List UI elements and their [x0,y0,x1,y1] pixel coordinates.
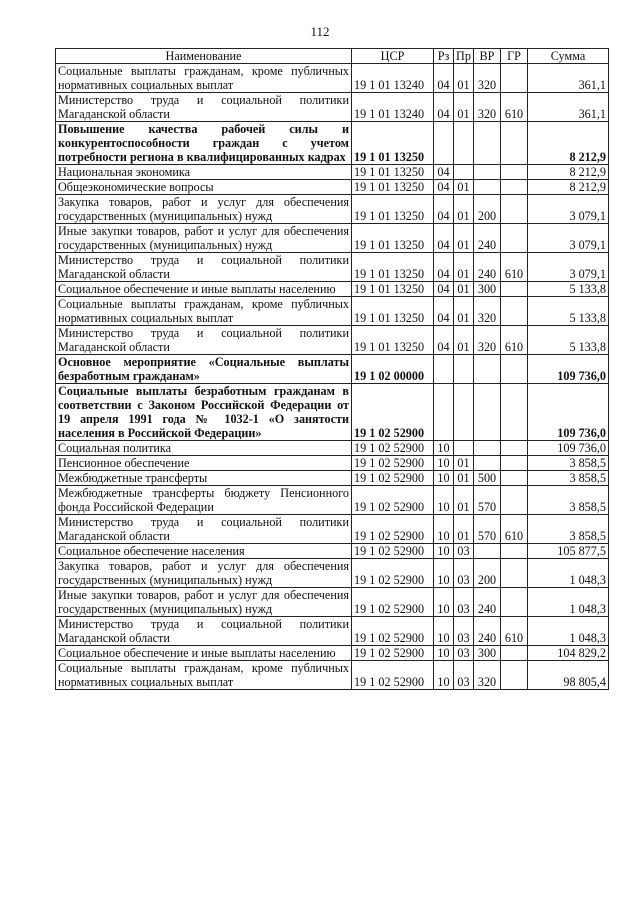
cell-rz: 04 [434,165,454,180]
cell-sum: 1 048,3 [528,588,609,617]
cell-name: Пенсионное обеспечение [56,456,352,471]
cell-gr [501,471,528,486]
cell-sum: 109 736,0 [528,441,609,456]
cell-sum: 3 858,5 [528,515,609,544]
cell-gr [501,486,528,515]
cell-rz: 04 [434,180,454,195]
cell-rz [434,384,454,441]
cell-sum: 1 048,3 [528,559,609,588]
cell-vr: 240 [474,224,501,253]
cell-sum: 8 212,9 [528,122,609,165]
cell-gr [501,646,528,661]
table-row [56,297,609,326]
table-row [56,165,609,180]
cell-csr: 19 1 01 13250 [352,165,434,180]
cell-csr: 19 1 01 13250 [352,326,434,355]
cell-pr: 03 [454,646,474,661]
cell-sum: 109 736,0 [528,384,609,441]
cell-gr [501,224,528,253]
cell-pr: 03 [454,588,474,617]
cell-vr [474,544,501,559]
cell-vr: 240 [474,253,501,282]
cell-csr: 19 1 02 52900 [352,588,434,617]
cell-pr: 01 [454,471,474,486]
cell-csr: 19 1 01 13250 [352,253,434,282]
cell-rz: 10 [434,588,454,617]
table-row [56,224,609,253]
cell-name: Социальное обеспечение и иные выплаты населению [56,282,352,297]
cell-name: Повышение качества рабочей силы и конкурентоспособности граждан с учетом потребности региона в квалифицированных кадрах [56,122,352,165]
header-gr: ГР [501,49,528,64]
cell-name: Министерство труда и социальной политики Магаданской области [56,515,352,544]
cell-gr [501,384,528,441]
cell-rz [434,122,454,165]
cell-rz: 04 [434,93,454,122]
cell-name: Национальная экономика [56,165,352,180]
cell-name: Социальное обеспечение и иные выплаты населению [56,646,352,661]
cell-pr: 01 [454,515,474,544]
table-row [56,456,609,471]
cell-gr [501,64,528,93]
cell-vr [474,165,501,180]
header-sum: Сумма [528,49,609,64]
cell-vr: 320 [474,661,501,690]
cell-gr [501,297,528,326]
cell-vr [474,180,501,195]
cell-pr: 01 [454,253,474,282]
cell-rz: 10 [434,646,454,661]
cell-vr [474,456,501,471]
budget-table [55,48,609,690]
cell-vr: 300 [474,646,501,661]
cell-pr: 01 [454,195,474,224]
cell-sum: 3 079,1 [528,195,609,224]
cell-rz: 10 [434,441,454,456]
cell-name: Межбюджетные трансферты [56,471,352,486]
cell-name: Иные закупки товаров, работ и услуг для обеспечения государственных (муниципальных) нужд [56,224,352,253]
header-rz: Рз [434,49,454,64]
cell-csr: 19 1 01 13250 [352,195,434,224]
cell-gr: 610 [501,617,528,646]
cell-gr: 610 [501,93,528,122]
cell-name: Общеэкономические вопросы [56,180,352,195]
table-row [56,122,609,165]
cell-csr: 19 1 02 52900 [352,617,434,646]
table-body [56,64,609,690]
cell-csr: 19 1 01 13250 [352,297,434,326]
cell-vr [474,384,501,441]
cell-vr: 570 [474,486,501,515]
table-row [56,384,609,441]
cell-csr: 19 1 02 52900 [352,646,434,661]
cell-rz: 10 [434,456,454,471]
cell-name: Межбюджетные трансферты бюджету Пенсионного фонда Российской Федерации [56,486,352,515]
header-name: Наименование [56,49,352,64]
table-row [56,471,609,486]
cell-vr: 320 [474,93,501,122]
cell-pr: 03 [454,617,474,646]
cell-csr: 19 1 02 52900 [352,661,434,690]
table-row [56,282,609,297]
cell-pr: 01 [454,180,474,195]
cell-sum: 3 079,1 [528,253,609,282]
cell-csr: 19 1 01 13250 [352,122,434,165]
cell-gr [501,282,528,297]
cell-name: Социальная политика [56,441,352,456]
cell-name: Иные закупки товаров, работ и услуг для обеспечения государственных (муниципальных) нужд [56,588,352,617]
cell-csr: 19 1 02 00000 [352,355,434,384]
cell-vr: 500 [474,471,501,486]
table-row [56,326,609,355]
cell-rz: 04 [434,326,454,355]
cell-name: Министерство труда и социальной политики Магаданской области [56,93,352,122]
cell-gr: 610 [501,253,528,282]
cell-pr: 01 [454,326,474,355]
cell-vr [474,441,501,456]
cell-sum: 109 736,0 [528,355,609,384]
cell-pr: 01 [454,224,474,253]
cell-rz: 04 [434,253,454,282]
cell-rz: 10 [434,471,454,486]
cell-vr [474,355,501,384]
header-row [56,49,609,64]
cell-name: Социальное обеспечение населения [56,544,352,559]
header-csr: ЦСР [352,49,434,64]
cell-rz: 04 [434,224,454,253]
cell-pr: 01 [454,456,474,471]
cell-pr: 01 [454,486,474,515]
cell-gr [501,355,528,384]
cell-csr: 19 1 01 13240 [352,93,434,122]
cell-csr: 19 1 01 13250 [352,180,434,195]
cell-gr: 610 [501,326,528,355]
cell-vr: 240 [474,588,501,617]
cell-csr: 19 1 01 13250 [352,224,434,253]
cell-rz: 10 [434,661,454,690]
cell-pr [454,122,474,165]
cell-pr [454,441,474,456]
cell-rz: 10 [434,559,454,588]
cell-sum: 104 829,2 [528,646,609,661]
cell-pr: 01 [454,282,474,297]
table-row [56,441,609,456]
cell-sum: 105 877,5 [528,544,609,559]
cell-sum: 8 212,9 [528,165,609,180]
cell-rz: 04 [434,64,454,93]
table-row [56,180,609,195]
cell-csr: 19 1 02 52900 [352,456,434,471]
cell-gr [501,441,528,456]
header-pr: Пр [454,49,474,64]
cell-name: Закупка товаров, работ и услуг для обеспечения государственных (муниципальных) нужд [56,195,352,224]
cell-sum: 5 133,8 [528,326,609,355]
table-row [56,93,609,122]
header-vr: ВР [474,49,501,64]
cell-name: Социальные выплаты гражданам, кроме публичных нормативных социальных выплат [56,297,352,326]
table-row [56,617,609,646]
cell-name: Социальные выплаты гражданам, кроме публичных нормативных социальных выплат [56,661,352,690]
cell-vr: 570 [474,515,501,544]
cell-csr: 19 1 02 52900 [352,471,434,486]
cell-csr: 19 1 01 13250 [352,282,434,297]
cell-sum: 3 858,5 [528,486,609,515]
cell-rz: 10 [434,544,454,559]
cell-sum: 1 048,3 [528,617,609,646]
table-row [56,661,609,690]
cell-vr: 320 [474,326,501,355]
cell-csr: 19 1 02 52900 [352,515,434,544]
cell-vr: 300 [474,282,501,297]
cell-vr: 200 [474,559,501,588]
cell-gr [501,559,528,588]
table-row [56,253,609,282]
cell-gr [501,122,528,165]
cell-name: Закупка товаров, работ и услуг для обеспечения государственных (муниципальных) нужд [56,559,352,588]
cell-gr [501,456,528,471]
table-row [56,515,609,544]
cell-csr: 19 1 01 13240 [352,64,434,93]
cell-pr: 03 [454,544,474,559]
cell-gr [501,180,528,195]
cell-csr: 19 1 02 52900 [352,544,434,559]
cell-name: Социальные выплаты безработным гражданам в соответствии с Законом Российской Федерации от 19 апреля 1991 года № 1032-1 «О занятости населения в Российской Федерации» [56,384,352,441]
cell-rz: 04 [434,282,454,297]
cell-rz: 10 [434,486,454,515]
cell-sum: 98 805,4 [528,661,609,690]
cell-pr [454,165,474,180]
cell-rz: 04 [434,195,454,224]
cell-vr: 200 [474,195,501,224]
cell-gr [501,195,528,224]
cell-gr [501,661,528,690]
cell-sum: 3 858,5 [528,456,609,471]
cell-name: Социальные выплаты гражданам, кроме публичных нормативных социальных выплат [56,64,352,93]
cell-name: Министерство труда и социальной политики Магаданской области [56,617,352,646]
table-row [56,64,609,93]
cell-gr [501,165,528,180]
cell-pr: 01 [454,93,474,122]
cell-vr: 320 [474,64,501,93]
cell-sum: 5 133,8 [528,297,609,326]
cell-pr: 03 [454,559,474,588]
cell-gr [501,544,528,559]
cell-vr [474,122,501,165]
cell-name: Министерство труда и социальной политики Магаданской области [56,253,352,282]
table-row [56,646,609,661]
cell-name: Основное мероприятие «Социальные выплаты безработным гражданам» [56,355,352,384]
cell-rz: 10 [434,515,454,544]
cell-sum: 5 133,8 [528,282,609,297]
cell-gr [501,588,528,617]
cell-pr: 01 [454,64,474,93]
cell-csr: 19 1 02 52900 [352,486,434,515]
cell-sum: 3 079,1 [528,224,609,253]
table-row [56,195,609,224]
table-row [56,486,609,515]
cell-pr [454,384,474,441]
cell-pr: 01 [454,297,474,326]
cell-sum: 361,1 [528,93,609,122]
cell-rz [434,355,454,384]
cell-rz: 10 [434,617,454,646]
cell-rz: 04 [434,297,454,326]
cell-pr: 03 [454,661,474,690]
cell-name: Министерство труда и социальной политики Магаданской области [56,326,352,355]
table-row [56,355,609,384]
cell-sum: 361,1 [528,64,609,93]
table-row [56,588,609,617]
cell-pr [454,355,474,384]
cell-vr: 320 [474,297,501,326]
cell-sum: 8 212,9 [528,180,609,195]
table-row [56,544,609,559]
cell-sum: 3 858,5 [528,471,609,486]
cell-csr: 19 1 02 52900 [352,559,434,588]
page-number: 112 [310,24,330,39]
table-row [56,559,609,588]
cell-vr: 240 [474,617,501,646]
cell-csr: 19 1 02 52900 [352,384,434,441]
cell-csr: 19 1 02 52900 [352,441,434,456]
cell-gr: 610 [501,515,528,544]
